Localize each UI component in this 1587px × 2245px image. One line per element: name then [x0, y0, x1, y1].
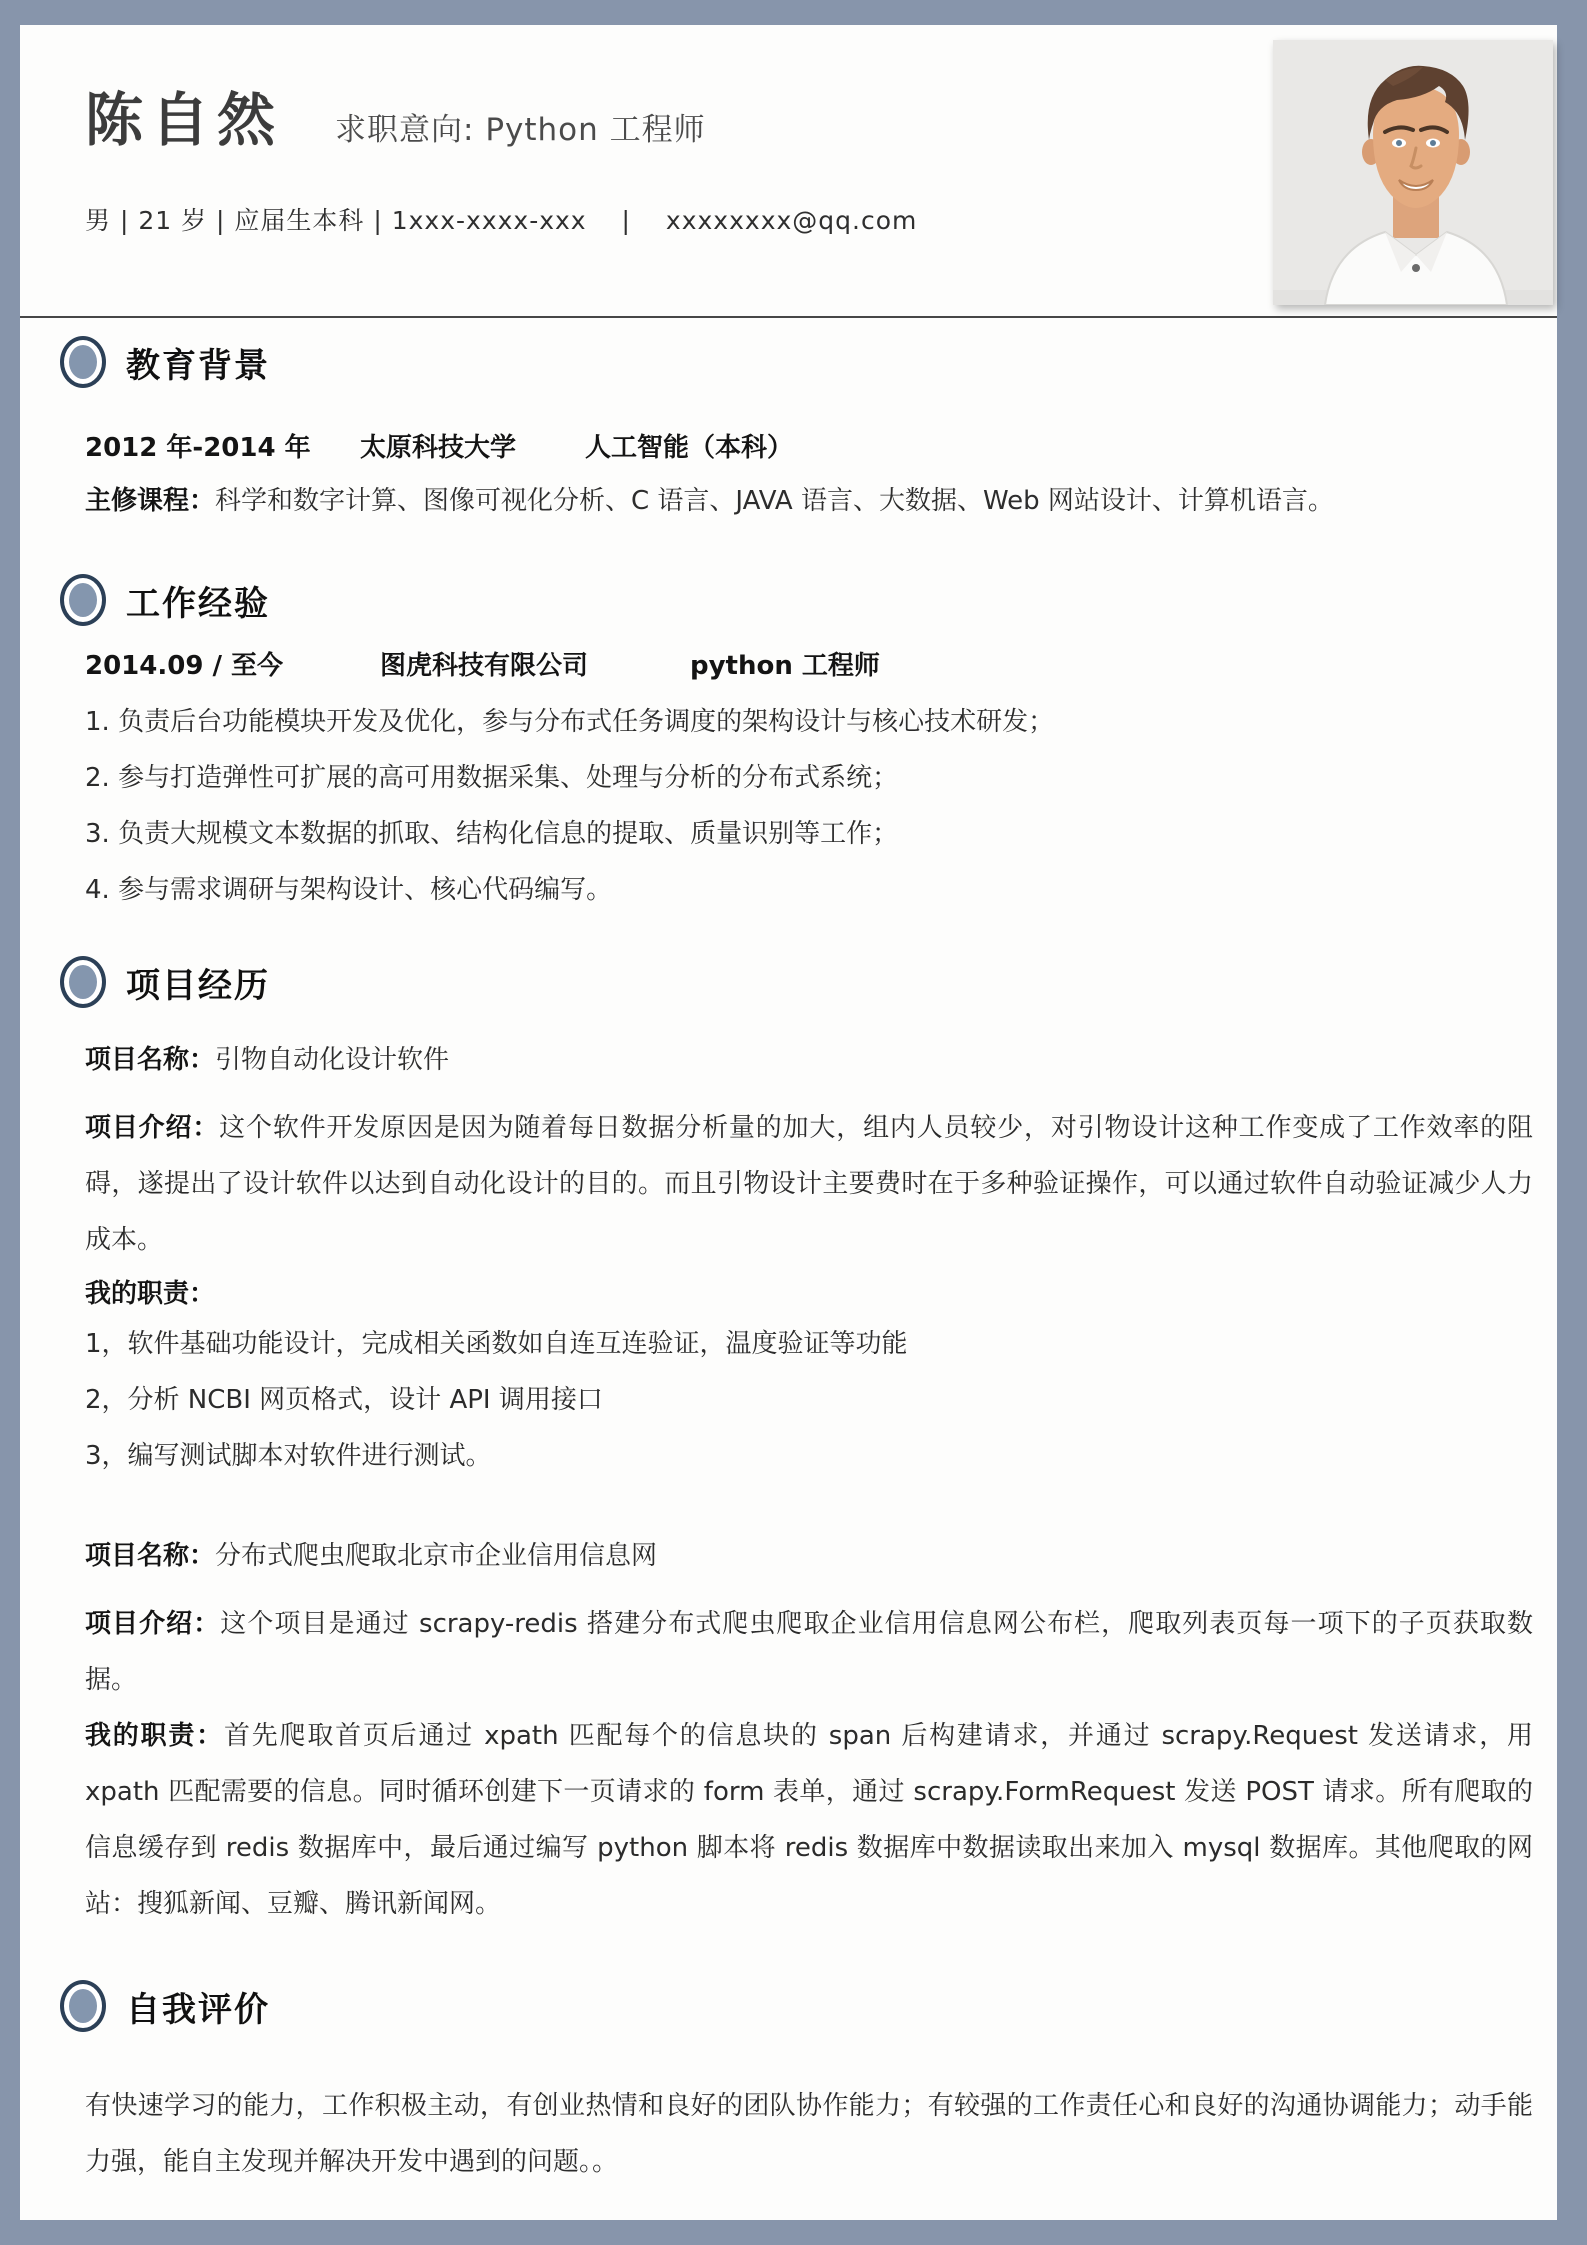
contact-line: 男 | 21 岁 | 应届生本科 | 1xxx-xxxx-xxx | xxxxxxxx@qq.com [85, 206, 918, 235]
project1-duty-list [85, 1316, 1517, 1484]
resume-sheet [20, 25, 1557, 2220]
section-bullet-icon [60, 1980, 106, 2032]
education-courses [85, 484, 1540, 518]
education-row [85, 432, 1517, 464]
project-intro-label: 项目介绍： [85, 1609, 221, 1639]
duty-item: 2，分析 NCBI 网页格式，设计 API 调用接口 [85, 1385, 603, 1415]
section-bullet-icon [60, 336, 106, 388]
section-education-heading [60, 336, 1517, 388]
section-title: 教育背景 [126, 345, 270, 386]
section-evaluation-heading [60, 1980, 1517, 2032]
section-title: 自我评价 [126, 1989, 270, 2030]
education-period: 2012 年-2014 年 [85, 433, 311, 463]
job-intent: 求职意向: Python 工程师 [335, 112, 706, 148]
section-title: 工作经验 [126, 583, 270, 624]
section-title: 项目经历 [126, 965, 270, 1006]
candidate-name: 陈自然 [85, 86, 284, 154]
section-bullet-icon [60, 956, 106, 1008]
project-intro-text: 这个项目是通过 scrapy-redis 搭建分布式爬虫爬取企业信用信息网公布栏，爬取列表页每一项下的子页获取数据。 [85, 1609, 1533, 1695]
profile-photo [1273, 40, 1553, 305]
work-item: 3. 负责大规模文本数据的抓取、结构化信息的提取、质量识别等工作； [85, 819, 899, 849]
project-name-text: 分布式爬虫爬取北京市企业信用信息网 [215, 1541, 658, 1571]
work-row [85, 650, 1517, 682]
resume-header [20, 25, 1557, 318]
work-item: 1. 负责后台功能模块开发及优化，参与分布式任务调度的架构设计与核心技术研发； [85, 707, 1055, 737]
work-item-list [85, 706, 1517, 906]
work-item: 4. 参与需求调研与架构设计、核心代码编写。 [85, 875, 613, 905]
project1-duty-label: 我的职责： [85, 1279, 216, 1309]
portrait-illustration [1273, 40, 1553, 305]
courses-label: 主修课程： [85, 486, 216, 516]
section-work-heading [60, 574, 1517, 626]
project1-intro [85, 1100, 1533, 1268]
project2-name [85, 1540, 1517, 1572]
project2-intro [85, 1596, 1533, 1708]
duty-item: 3，编写测试脚本对软件进行测试。 [85, 1441, 492, 1471]
section-projects-heading [60, 956, 1517, 1008]
project-intro-label: 项目介绍： [85, 1113, 220, 1143]
project2-duty [85, 1708, 1533, 1932]
duty-item: 1，软件基础功能设计，完成相关函数如自连互连验证，温度验证等功能 [85, 1329, 908, 1359]
evaluation-text: 有快速学习的能力，工作积极主动，有创业热情和良好的团队协作能力；有较强的工作责任心和良好的沟通协调能力；动手能力强，能自主发现并解决开发中遇到的问题。。 [85, 2091, 1533, 2177]
education-major: 人工智能（本科） [585, 433, 794, 463]
work-item: 2. 参与打造弹性可扩展的高可用数据采集、处理与分析的分布式系统； [85, 763, 899, 793]
resume-body [20, 336, 1557, 2190]
section-bullet-icon [60, 574, 106, 626]
project-intro-text: 这个软件开发原因是因为随着每日数据分析量的加大，组内人员较少，对引物设计这种工作变成了工作效率的阻碍，遂提出了设计软件以达到自动化设计的目的。而且引物设计主要费时在于多种验证操作，可以通过软件自动验证减少人力成本。 [85, 1113, 1533, 1255]
education-school: 太原科技大学 [360, 433, 517, 463]
project-name-label: 项目名称： [85, 1045, 216, 1075]
work-company: 图虎科技有限公司 [380, 651, 589, 681]
courses-text: 科学和数字计算、图像可视化分析、C 语言、JAVA 语言、大数据、Web 网站设计、计算机语言。 [215, 486, 1334, 516]
project-duty-text: 首先爬取首页后通过 xpath 匹配每个的信息块的 span 后构建请求，并通过 scrapy.Request 发送请求，用 xpath 匹配需要的信息。同时循环创建下一页请求的 form 表单，通过 scrapy.FormRequest 发送 POST 请求。所有爬取的信息缓存到 redis 数据库中，最后通过编写 python 脚本将 redis 数据库中数据读取出来加入 mysql 数据库。其他爬取的网站：搜狐新闻、豆瓣、腾讯新闻网。 [85, 1721, 1533, 1919]
project-duty-label: 我的职责： [85, 1721, 224, 1751]
project-name-label: 项目名称： [85, 1541, 216, 1571]
project1-name [85, 1044, 1517, 1076]
work-role: python 工程师 [690, 651, 880, 681]
project-name-text: 引物自动化设计软件 [215, 1045, 450, 1075]
work-period: 2014.09 / 至今 [85, 651, 284, 681]
